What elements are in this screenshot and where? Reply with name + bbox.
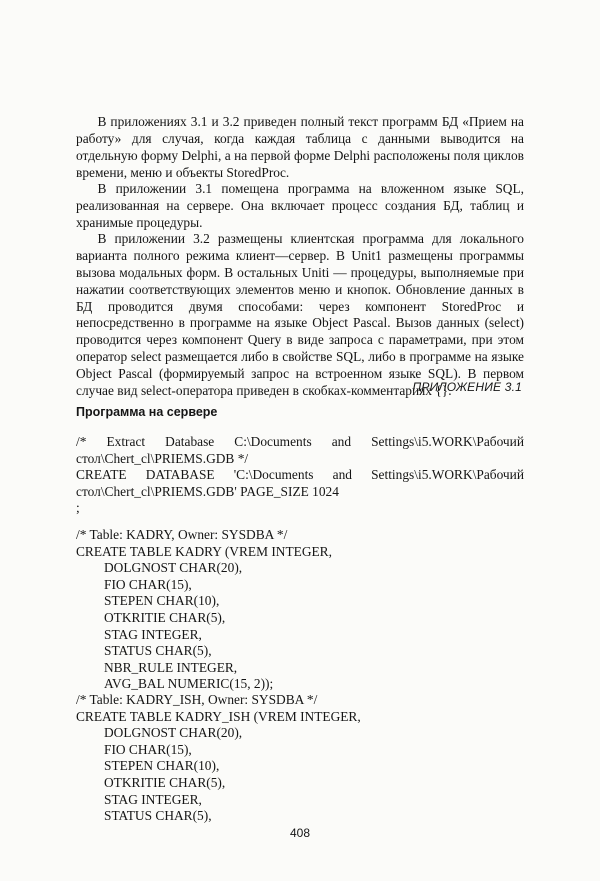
code-line: стол\Chert_cl\PRIEMS.GDB' PAGE_SIZE 1024 bbox=[76, 483, 339, 499]
code-line: FIO CHAR(15), bbox=[104, 741, 192, 757]
code-line: DOLGNOST CHAR(20), bbox=[104, 725, 243, 741]
appendix-3-2-description: В приложении 3.2 размещены клиентская программа для локального варианта полного режима клиент—сервер. В Unit1 размещены программы вызова модальных форм. В остальных Uniti — процедуры, выполняемые при нажатии соответствующих элементов меню и кнопок. Обновление данных в БД проводится двумя способами: через компонент StoredProc и непосредственно в программе на языке Object Pascal. Вызов данных (select) проводится через компонент Query в виде запроса с параметрами, при этом оператор select размещается либо в свойстве SQL, либо в программе на языке Object Pascal (формируемый запрос на встроенном языке SQL). В первом случае вид select-оператора приведен в скобках-комментариях {}. bbox=[76, 231, 524, 398]
appendix-3-1-description: В приложении 3.1 помещена программа на вложенном языке SQL, реализованная на сервере. Она включает процесс создания БД, таблиц и хранимые процедуры. bbox=[76, 181, 524, 230]
code-line: CREATE TABLE KADRY (VREM INTEGER, bbox=[76, 543, 332, 559]
code-line: DOLGNOST CHAR(20), bbox=[104, 560, 243, 576]
code-line: OTKRITIE CHAR(5), bbox=[104, 609, 226, 625]
code-line: AVG_BAL NUMERIC(15, 2)); bbox=[104, 676, 274, 692]
code-line: стол\Chert_cl\PRIEMS.GDB */ bbox=[76, 450, 249, 466]
intro-paragraph: В приложениях 3.1 и 3.2 приведен полный текст программ БД «Прием на работу» для случая, когда каждая таблица с данными выводится на отдельную форму Delphi, а на первой форме Delphi расположены поля циклов времени, меню и объекты StoredProc. bbox=[76, 114, 524, 180]
code-line: /* Extract Database C:\Documents and Settings\i5.WORK\Рабочий bbox=[76, 434, 524, 449]
code-line: OTKRITIE CHAR(5), bbox=[104, 774, 226, 790]
code-line: STATUS CHAR(5), bbox=[104, 643, 212, 659]
code-line: STEPEN CHAR(10), bbox=[104, 593, 220, 609]
code-block-table-kadry-ish bbox=[76, 692, 524, 825]
code-line: CREATE DATABASE 'C:\Documents and Settings\i5.WORK\Рабочий bbox=[76, 467, 524, 483]
code-line: CREATE TABLE KADRY_ISH (VREM INTEGER, bbox=[76, 708, 361, 724]
page-number: 408 bbox=[289, 826, 311, 840]
code-line: /* Table: KADRY_ISH, Owner: SYSDBA */ bbox=[76, 692, 318, 707]
appendix-label: ПРИЛОЖЕНИЕ 3.1 bbox=[412, 380, 522, 394]
code-line: STAG INTEGER, bbox=[104, 626, 202, 642]
code-line: NBR_RULE INTEGER, bbox=[104, 659, 238, 675]
code-line: STEPEN CHAR(10), bbox=[104, 758, 220, 774]
code-line: FIO CHAR(15), bbox=[104, 576, 192, 592]
section-title: Программа на сервере bbox=[76, 405, 218, 419]
code-line: /* Table: KADRY, Owner: SYSDBA */ bbox=[76, 527, 288, 542]
code-block-table-kadry bbox=[76, 527, 524, 693]
code-line: ; bbox=[76, 500, 80, 516]
code-line: STATUS CHAR(5), bbox=[104, 808, 212, 824]
code-block-create-database bbox=[76, 434, 524, 517]
code-line: STAG INTEGER, bbox=[104, 791, 202, 807]
